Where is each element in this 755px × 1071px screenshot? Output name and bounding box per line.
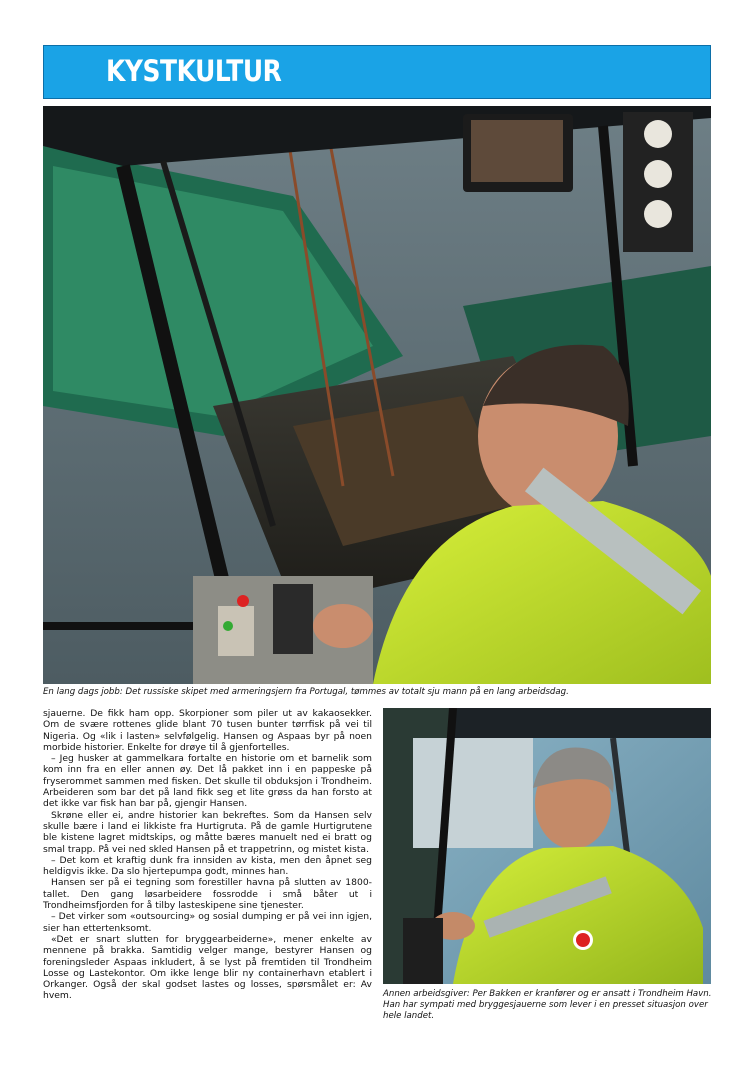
article-body	[43, 708, 372, 1002]
article-paragraph: Skrøne eller ei, andre historier kan bekreftes. Som da Hansen selv skulle bære i land ei likkiste fra Hurtigruta. På de gamle Hurtigrutene ble kistene lagret midtskips, og måtte bæres manuelt ned ei bratt og smal trapp. På vei ned skled Hansen på et trappetrinn, og mistet kista.	[43, 809, 372, 855]
article-paragraph: Hansen ser på ei tegning som forestiller havna på slutten av 1800-tallet. Den gang løsarbeidere fossrodde i små båter ut i Trondheimsfjorden for å tilby lasteskipene sine tjenester.	[43, 877, 372, 912]
article-paragraph: sjauerne. De fikk ham opp. Skorpioner som piler ut av kakaosekker. Om de svære rottenes glide blant 70 tusen bunter tørrfisk på vei til Nigeria. Og «lik i lasten» selvfølgelig. Hansen og Aspaas byr på noen morbide historier. Enkelte for drøye til å gjenfortelles.	[43, 708, 372, 753]
article-paragraph: – Det kom et kraftig dunk fra innsiden av kista, men den åpnet seg heldigvis ikke. Da slo hjertepumpa godt, minnes han.	[43, 854, 372, 878]
article-paragraph: «Det er snart slutten for bryggearbeiderne», mener enkelte av mennene på brakka. Samtidig velger mange, bestyrer Hansen og foreningsleder Aspaas inkludert, å se lyst på fremtiden til Trondheim Losse og Lastekontor. Om ikke lenge blir ny containerhavn etablert i Orkanger. Også der skal godset lastes og losses, spørsmålet er: Av hvem.	[43, 933, 372, 1002]
main-photo-caption: En lang dags jobb: Det russiske skipet med armeringsjern fra Portugal, tømmes av totalt sju mann på en lang arbeidsdag.	[43, 687, 569, 697]
second-photo-crane-operator	[383, 708, 711, 984]
section-header-bar	[43, 45, 711, 99]
section-title: KYSTKULTUR	[106, 54, 282, 88]
article-paragraph: – Det virker som «outsourcing» og sosial dumping er på vei inn igjen, sier han ettertenksomt.	[43, 911, 372, 934]
second-photo-caption: Annen arbeidsgiver: Per Bakken er kranfører og er ansatt i Trondheim Havn. Han har sympati med bryggesjauerne som lever i en presset situasjon over hele landet.	[383, 989, 712, 1021]
article-paragraph: – Jeg husker at gammelkara fortalte en historie om et barnelik som kom inn fra en eller annen øy. Det lå pakket inn i en pappeske på fryserommet sammen med fisken. Det skulle til obduksjon i Trondheim. Arbeideren som bar det på land fikk seg et lite grøss da han forsto at det ikke var fisk han bar på, gjengir Hansen.	[43, 753, 372, 810]
main-photo-crane-cabin	[43, 106, 711, 684]
